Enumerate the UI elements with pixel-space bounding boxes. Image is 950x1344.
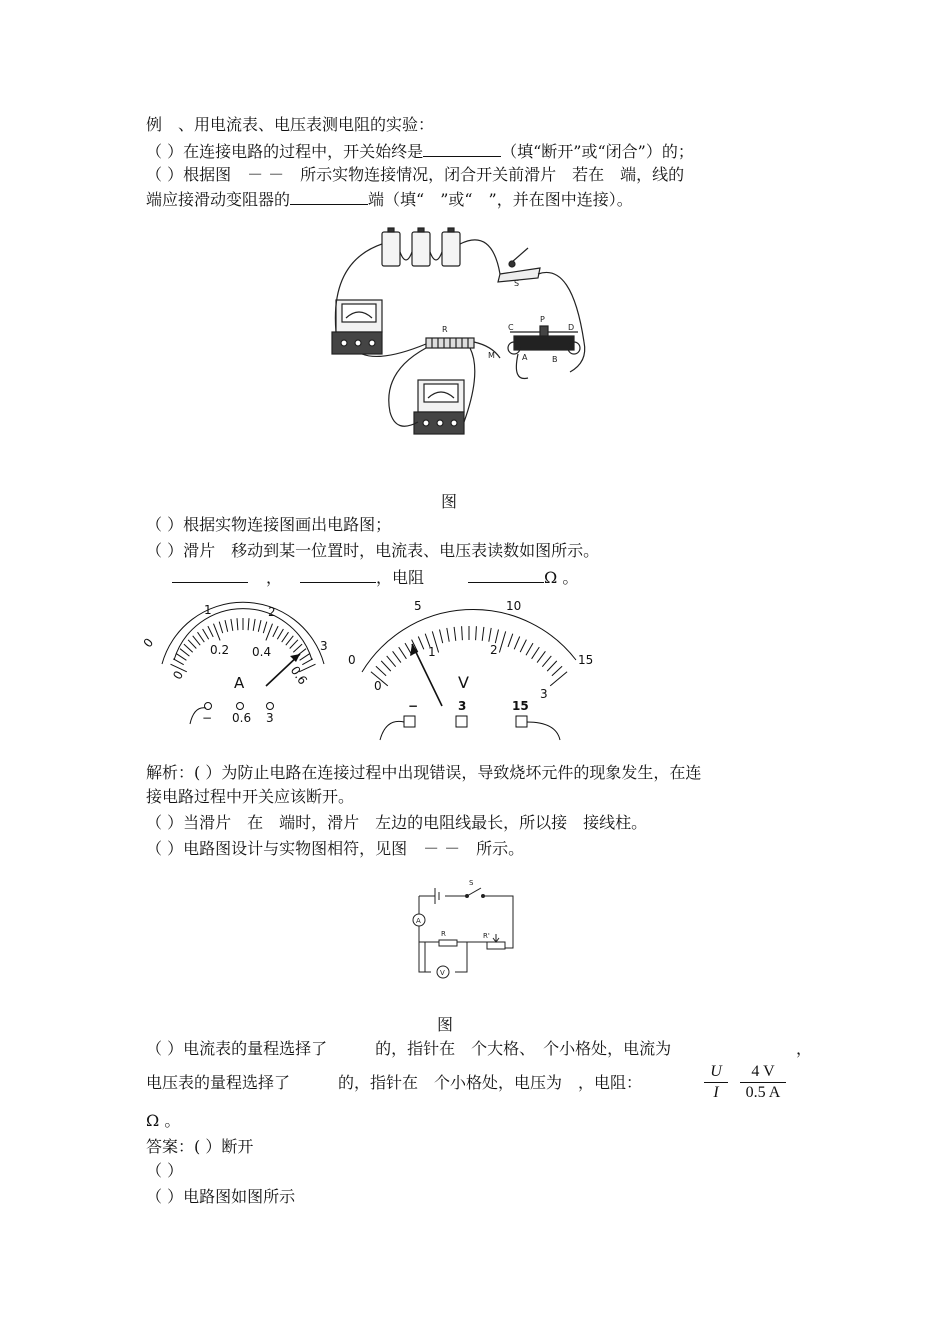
answer-line-3: （ ）电路图如图所示 — [146, 1187, 296, 1206]
question-line-4: （ ）根据实物连接图画出电路图； — [146, 515, 392, 534]
dial-tick — [542, 656, 551, 667]
dial-tick — [454, 627, 456, 641]
dial-tick — [393, 651, 401, 662]
dial-tick — [273, 626, 278, 637]
dial-tick — [176, 654, 186, 661]
terminal-d-label: D — [568, 323, 575, 332]
ammeter-bottom-tick-1: 0.2 — [210, 643, 230, 657]
battery-symbol — [435, 888, 439, 904]
meter-box-icon — [332, 300, 382, 354]
ammeter-bottom-tick-3: 0.6 — [287, 663, 311, 688]
dial-tick — [447, 628, 449, 642]
voltmeter-top-tick-2: 10 — [506, 599, 522, 613]
dial-tick — [290, 640, 298, 649]
dial-tick — [476, 626, 477, 640]
voltmeter-terminal-neg: − — [408, 699, 419, 713]
ammeter-terminal-neg: − — [202, 711, 213, 725]
resistor-icon — [426, 338, 474, 348]
dial-tick — [225, 620, 228, 632]
dial-tick — [300, 654, 310, 661]
ammeter-bottom-tick-0: 0 — [170, 668, 187, 682]
dial-tick — [495, 630, 498, 644]
question-line-1: （ ）在连接电路的过程中，开关始终是 （填“断开”或“闭合”）的； — [146, 142, 694, 161]
slider-p-label: P — [540, 315, 545, 324]
dial-tick — [482, 627, 484, 641]
ammeter-dial — [141, 602, 328, 725]
dial-tick — [203, 629, 209, 639]
answer-blank[interactable] — [290, 188, 368, 205]
voltmeter-symbol: V — [458, 673, 469, 692]
dial-tick — [526, 643, 533, 655]
dial-tick — [282, 632, 289, 642]
question-line-2: （ ）根据图 － － 所示实物连接情况，闭合开关前滑片 若在 端，线的 — [146, 165, 685, 184]
figure-caption: 图 — [441, 492, 458, 511]
dial-tick — [253, 619, 255, 631]
dial-tick — [237, 618, 238, 630]
dial-tick — [219, 622, 223, 634]
analysis-line-6: 电压表的量程选择了 的，指针在 个小格处，电压为 ，电阻： — [146, 1073, 643, 1092]
ammeter-terminal-06: 0.6 — [232, 711, 252, 725]
dial-tick — [520, 640, 526, 653]
voltmeter-terminal-15: 15 — [512, 699, 529, 713]
battery-cell-icon — [412, 228, 430, 266]
battery-cell-icon — [382, 228, 400, 266]
dial-tick — [440, 630, 443, 644]
dial-tick — [376, 666, 386, 676]
formula-fraction: $\frac{U}{I}$ — [704, 1062, 728, 1103]
voltmeter-terminal-knob — [516, 716, 527, 727]
dial-tick — [418, 637, 424, 650]
question-title: 例 、用电流表、电压表测电阻的实验： — [146, 115, 435, 134]
schematic-resistor-label: R — [441, 930, 446, 938]
resistor-label: R — [442, 325, 448, 334]
voltmeter-terminal-3: 3 — [458, 699, 467, 713]
dial-tick — [198, 632, 205, 642]
switch-label: S — [514, 279, 520, 288]
dial-tick — [208, 626, 213, 637]
voltmeter-bottom-tick-2: 2 — [490, 643, 498, 657]
question-line-6: ， ，电阻 Ω 。 — [172, 566, 578, 589]
dial-tick — [537, 651, 545, 662]
question-line-5: （ ）滑片 移动到某一位置时，电流表、电压表读数如图所示。 — [146, 541, 600, 560]
ammeter-symbol: A — [234, 674, 245, 692]
schematic-switch-label: S — [469, 879, 474, 887]
dial-tick — [266, 624, 273, 641]
question-line-3: 端应接滑动变阻器的 端（填“ ”或“ ”，并在图中连接）。 — [146, 190, 633, 209]
dial-tick — [231, 619, 233, 631]
voltage-blank[interactable] — [300, 566, 376, 583]
dial-tick — [550, 672, 567, 686]
voltmeter-top-tick-3: 15 — [578, 653, 594, 667]
dial-tick — [184, 644, 193, 652]
ammeter-bottom-tick-2: 0.4 — [252, 645, 272, 659]
dial-tick — [532, 647, 540, 659]
analysis-line-1: 解析：( ）为防止电路在连接过程中出现错误，导致烧坏元件的现象发生，在连 — [146, 763, 702, 782]
dial-tick — [180, 649, 189, 656]
dial-tick — [508, 634, 513, 647]
voltmeter-bottom-tick-1: 1 — [428, 645, 436, 659]
ammeter-terminal-knob — [267, 703, 274, 710]
voltmeter-top-tick-0: 0 — [348, 653, 356, 667]
ammeter-top-tick-2: 2 — [268, 605, 276, 619]
ammeter-terminal-knob — [205, 703, 212, 710]
dial-tick — [293, 644, 302, 652]
answer-line-2: （ ） — [146, 1161, 184, 1180]
dial-tick — [248, 618, 249, 630]
meter-box-icon — [414, 380, 464, 434]
dial-tick — [286, 636, 294, 645]
dial-tick — [381, 661, 391, 671]
dial-tick — [399, 647, 407, 659]
answer-blank[interactable] — [423, 140, 501, 157]
schematic-rheostat-label: R' — [483, 932, 490, 940]
dial-tick — [277, 629, 283, 639]
meter-readings-figure — [140, 594, 610, 748]
circuit-schematic-figure — [405, 876, 523, 980]
resistance-blank[interactable] — [468, 566, 544, 583]
dial-tick — [214, 624, 221, 641]
dial-tick — [193, 636, 201, 645]
voltmeter-terminal-knob — [404, 716, 415, 727]
voltmeter-dial — [348, 599, 593, 740]
ammeter-terminal-3: 3 — [266, 711, 274, 725]
ammeter-top-tick-3: 3 — [320, 639, 328, 653]
analysis-line-2: 接电路过程中开关应该断开。 — [146, 787, 355, 806]
battery-cell-icon — [442, 228, 460, 266]
dial-tick — [552, 666, 562, 676]
rheostat-symbol — [487, 942, 505, 949]
terminal-c-label: C — [508, 323, 514, 332]
dial-tick — [462, 626, 463, 640]
dial-tick — [173, 659, 183, 665]
ammeter-terminal-knob — [237, 703, 244, 710]
analysis-line-3: （ ）当滑片 在 端时，滑片 左边的电阻线最长，所以接 接线柱。 — [146, 813, 648, 832]
dial-tick — [489, 628, 491, 642]
schematic-voltmeter-label: V — [440, 969, 445, 977]
switch-symbol — [467, 888, 481, 896]
voltmeter-terminal-knob — [456, 716, 467, 727]
formula-fraction: $\frac{4 V}{0.5 A}$ — [740, 1062, 786, 1103]
dial-tick — [499, 631, 505, 652]
figure-caption: 图 — [437, 1015, 454, 1034]
wire-m-label: M — [488, 351, 495, 360]
physical-circuit-figure — [322, 222, 592, 446]
voltmeter-bottom-tick-3: 3 — [540, 687, 548, 701]
current-blank[interactable] — [172, 566, 248, 583]
voltmeter-bottom-tick-0: 0 — [374, 679, 382, 693]
analysis-line-5: （ ）电流表的量程选择了 的，指针在 个大格、 个小格处，电流为 — [146, 1039, 672, 1058]
analysis-line-7: Ω 。 — [146, 1111, 181, 1130]
dial-tick — [302, 659, 312, 665]
voltmeter-top-tick-1: 5 — [414, 599, 422, 613]
terminal-b-label: B — [552, 355, 558, 364]
schematic-ammeter-label: A — [416, 917, 421, 925]
ammeter-top-tick-0: 0 — [140, 635, 157, 651]
dial-tick — [514, 637, 520, 650]
answer-line-1: 答案：( ）断开 — [146, 1137, 254, 1156]
dial-tick — [263, 622, 267, 634]
terminal-a-label: A — [522, 353, 528, 362]
dial-tick — [387, 656, 396, 667]
dial-tick — [188, 640, 196, 649]
analysis-line-4: （ ）电路图设计与实物图相符，见图 － － 所示。 — [146, 839, 525, 858]
dial-tick — [547, 661, 557, 671]
knife-switch-icon — [498, 248, 540, 282]
dial-tick — [258, 620, 261, 632]
analysis-comma: ， — [796, 1039, 813, 1058]
ammeter-top-tick-1: 1 — [204, 603, 212, 617]
